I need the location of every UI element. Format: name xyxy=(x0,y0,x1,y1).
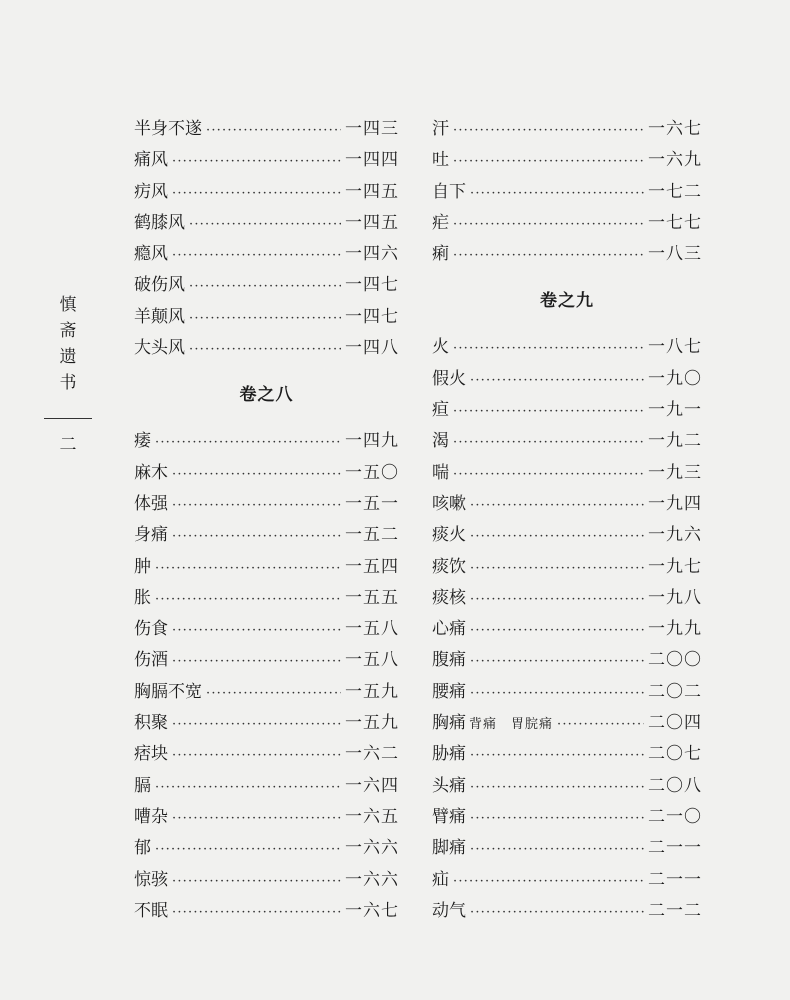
toc-entry xyxy=(432,239,702,270)
dot-leader xyxy=(470,781,644,794)
entry-page-number: 一五八 xyxy=(345,650,399,671)
toc-entry xyxy=(134,677,399,708)
entry-page-number: 二〇〇 xyxy=(648,650,702,671)
entry-title: 破伤风 xyxy=(134,275,185,296)
toc-entry xyxy=(134,489,399,520)
entry-title: 郁 xyxy=(134,838,151,859)
entry-page-number: 一九九 xyxy=(648,619,702,640)
entry-page-number: 二〇八 xyxy=(648,775,702,796)
entry-title: 火 xyxy=(432,337,449,358)
entry-subtopics: 背痛 胃脘痛 xyxy=(469,717,554,733)
toc-entry xyxy=(432,865,702,896)
toc-entry xyxy=(432,332,702,363)
toc-entry xyxy=(134,426,399,457)
entry-title: 假火 xyxy=(432,368,466,389)
entry-page-number: 一九六 xyxy=(648,525,702,546)
dot-leader xyxy=(470,562,644,575)
dot-leader xyxy=(557,718,644,731)
entry-page-number: 一六七 xyxy=(345,900,399,921)
entry-title: 痰饮 xyxy=(432,556,466,577)
entry-title: 疝 xyxy=(432,869,449,890)
dot-leader xyxy=(470,499,644,512)
entry-page-number: 一四七 xyxy=(345,306,399,327)
dot-leader xyxy=(155,781,341,794)
toc-entry xyxy=(432,177,702,208)
dot-leader xyxy=(470,624,644,637)
dot-leader xyxy=(470,687,644,700)
toc-list xyxy=(432,114,702,270)
entry-title: 肿 xyxy=(134,556,151,577)
toc-entry xyxy=(134,333,399,364)
dot-leader xyxy=(172,624,341,637)
entry-page-number: 二〇二 xyxy=(648,681,702,702)
dot-leader xyxy=(172,718,341,731)
dot-leader xyxy=(155,593,341,606)
entry-title: 半身不遂 xyxy=(134,119,202,139)
toc-entry xyxy=(432,708,702,739)
dot-leader xyxy=(172,155,341,168)
entry-page-number: 一四五 xyxy=(345,212,399,233)
entry-page-number: 一四四 xyxy=(345,150,399,171)
entry-page-number: 二一一 xyxy=(648,838,702,859)
toc-entry xyxy=(432,208,702,239)
dot-leader xyxy=(453,875,644,888)
entry-title: 喘 xyxy=(432,462,449,483)
toc-entry xyxy=(432,364,702,395)
entry-title: 疟 xyxy=(432,212,449,233)
entry-page-number: 一四三 xyxy=(345,119,399,139)
toc-entry xyxy=(134,896,399,927)
entry-page-number: 一九四 xyxy=(648,493,702,514)
entry-page-number: 一七七 xyxy=(648,212,702,233)
entry-title: 汗 xyxy=(432,119,449,139)
entry-page-number: 一五九 xyxy=(345,713,399,734)
toc-entry xyxy=(432,833,702,864)
entry-title: 惊骇 xyxy=(134,869,168,890)
entry-page-number: 一九八 xyxy=(648,587,702,608)
dot-leader xyxy=(172,749,341,762)
entry-title: 脚痛 xyxy=(432,838,466,859)
dot-leader xyxy=(453,405,644,418)
dot-leader xyxy=(470,812,644,825)
entry-page-number: 一九二 xyxy=(648,431,702,452)
entry-title: 胸膈不宽 xyxy=(134,681,202,702)
dot-leader xyxy=(172,499,341,512)
entry-title: 疸 xyxy=(432,400,449,421)
toc-entry xyxy=(134,270,399,301)
entry-title: 痞块 xyxy=(134,744,168,765)
toc-entry xyxy=(134,114,399,145)
dot-leader xyxy=(470,655,644,668)
toc-entry xyxy=(432,145,702,176)
dot-leader xyxy=(155,562,341,575)
entry-title: 动气 xyxy=(432,900,466,921)
toc-entry xyxy=(134,802,399,833)
entry-page-number: 一八三 xyxy=(648,244,702,265)
entry-page-number: 一八七 xyxy=(648,337,702,358)
entry-page-number: 一九一 xyxy=(648,400,702,421)
entry-title: 不眠 xyxy=(134,900,168,921)
dot-leader xyxy=(470,187,644,200)
dot-leader xyxy=(470,749,644,762)
entry-title: 痰火 xyxy=(432,525,466,546)
entry-title: 自下 xyxy=(432,181,466,202)
entry-page-number: 一五〇 xyxy=(345,462,399,483)
entry-page-number: 一五九 xyxy=(345,681,399,702)
entry-page-number: 一九七 xyxy=(648,556,702,577)
dot-leader xyxy=(172,906,341,919)
running-title-divider xyxy=(44,418,92,419)
dot-leader xyxy=(453,218,644,231)
toc-entry xyxy=(134,645,399,676)
toc-entry xyxy=(432,802,702,833)
page-number: 二 xyxy=(59,435,77,455)
running-title: 慎斋遗书 xyxy=(59,295,77,393)
entry-title: 臂痛 xyxy=(432,806,466,827)
toc-entry xyxy=(432,395,702,426)
toc-entry xyxy=(134,145,399,176)
toc-entry xyxy=(134,833,399,864)
toc-entry xyxy=(134,520,399,551)
toc-entry xyxy=(134,458,399,489)
toc-entry xyxy=(432,114,702,145)
dot-leader xyxy=(172,249,341,262)
dot-leader xyxy=(172,812,341,825)
entry-page-number: 一四七 xyxy=(345,275,399,296)
entry-page-number: 一六六 xyxy=(345,838,399,859)
entry-page-number: 一五八 xyxy=(345,619,399,640)
entry-page-number: 二一二 xyxy=(648,900,702,921)
entry-page-number: 一六六 xyxy=(345,869,399,890)
entry-page-number: 一六四 xyxy=(345,775,399,796)
entry-title: 伤酒 xyxy=(134,650,168,671)
entry-title: 胀 xyxy=(134,587,151,608)
entry-title: 鹤膝风 xyxy=(134,212,185,233)
dot-leader xyxy=(453,155,644,168)
dot-leader xyxy=(453,249,644,262)
entry-page-number: 一四五 xyxy=(345,181,399,202)
dot-leader xyxy=(189,218,341,231)
entry-page-number: 二〇四 xyxy=(648,713,702,734)
toc-entry xyxy=(432,771,702,802)
dot-leader xyxy=(172,875,341,888)
dot-leader xyxy=(155,436,341,449)
toc-entry xyxy=(134,239,399,270)
entry-title: 痰核 xyxy=(432,587,466,608)
entry-title: 痿 xyxy=(134,431,151,452)
entry-title: 胁痛 xyxy=(432,744,466,765)
dot-leader xyxy=(453,436,644,449)
entry-title: 膈 xyxy=(134,775,151,796)
toc-entry xyxy=(432,739,702,770)
entry-title: 瘾风 xyxy=(134,244,168,265)
dot-leader xyxy=(189,280,341,293)
entry-page-number: 一七二 xyxy=(648,181,702,202)
entry-title: 疠风 xyxy=(134,181,168,202)
toc-entry xyxy=(134,708,399,739)
entry-page-number: 二〇七 xyxy=(648,744,702,765)
toc-entry xyxy=(432,458,702,489)
entry-title: 痢 xyxy=(432,244,449,265)
entry-page-number: 一五四 xyxy=(345,556,399,577)
entry-page-number: 一四六 xyxy=(345,244,399,265)
entry-page-number: 二一〇 xyxy=(648,806,702,827)
volume-heading: 卷之九 xyxy=(540,291,594,312)
entry-title: 心痛 xyxy=(432,619,466,640)
toc-entry xyxy=(432,426,702,457)
dot-leader xyxy=(206,124,341,137)
toc-entry xyxy=(432,583,702,614)
dot-leader xyxy=(172,468,341,481)
entry-page-number: 一五二 xyxy=(345,525,399,546)
dot-leader xyxy=(206,687,341,700)
entry-title: 腰痛 xyxy=(432,681,466,702)
toc-list xyxy=(134,114,399,364)
dot-leader xyxy=(453,342,644,355)
toc-column-left xyxy=(134,114,399,927)
entry-title: 头痛 xyxy=(432,775,466,796)
toc-entry xyxy=(432,896,702,927)
toc-entry xyxy=(432,677,702,708)
entry-page-number: 一六五 xyxy=(345,806,399,827)
dot-leader xyxy=(470,530,644,543)
entry-title: 渴 xyxy=(432,431,449,452)
entry-title: 胸痛 xyxy=(432,713,466,734)
toc-list xyxy=(432,332,702,927)
entry-page-number: 一四九 xyxy=(345,431,399,452)
entry-title: 积聚 xyxy=(134,713,168,734)
dot-leader xyxy=(470,843,644,856)
dot-leader xyxy=(470,374,644,387)
entry-title: 体强 xyxy=(134,493,168,514)
toc-entry xyxy=(134,552,399,583)
toc-column-right xyxy=(432,114,702,927)
entry-title: 麻木 xyxy=(134,462,168,483)
entry-title: 嘈杂 xyxy=(134,806,168,827)
toc-list xyxy=(134,426,399,927)
volume-heading: 卷之八 xyxy=(239,385,294,406)
dot-leader xyxy=(453,124,644,137)
dot-leader xyxy=(470,906,644,919)
dot-leader xyxy=(189,312,341,325)
entry-page-number: 一五五 xyxy=(345,587,399,608)
entry-page-number: 一九〇 xyxy=(648,368,702,389)
toc-entry xyxy=(134,177,399,208)
entry-page-number: 一六九 xyxy=(648,150,702,171)
entry-title: 大头风 xyxy=(134,338,185,359)
toc-entry xyxy=(134,865,399,896)
entry-title: 羊颠风 xyxy=(134,306,185,327)
entry-page-number: 一四八 xyxy=(345,338,399,359)
toc-entry xyxy=(134,739,399,770)
entry-title: 身痛 xyxy=(134,525,168,546)
toc-entry xyxy=(432,645,702,676)
entry-page-number: 一六七 xyxy=(648,119,702,139)
dot-leader xyxy=(172,655,341,668)
dot-leader xyxy=(470,593,644,606)
entry-title: 咳嗽 xyxy=(432,493,466,514)
toc-entry xyxy=(432,614,702,645)
toc-entry xyxy=(432,489,702,520)
dot-leader xyxy=(172,187,341,200)
toc-entry xyxy=(432,520,702,551)
toc-entry xyxy=(134,771,399,802)
dot-leader xyxy=(172,530,341,543)
toc-entry xyxy=(134,302,399,333)
toc-entry xyxy=(432,552,702,583)
entry-title: 痛风 xyxy=(134,150,168,171)
dot-leader xyxy=(189,343,341,356)
entry-page-number: 一六二 xyxy=(345,744,399,765)
dot-leader xyxy=(453,468,644,481)
entry-page-number: 一五一 xyxy=(345,493,399,514)
toc-entry xyxy=(134,583,399,614)
entry-title: 腹痛 xyxy=(432,650,466,671)
dot-leader xyxy=(155,843,341,856)
entry-title: 吐 xyxy=(432,150,449,171)
entry-title: 伤食 xyxy=(134,619,168,640)
entry-page-number: 二一一 xyxy=(648,869,702,890)
toc-entry xyxy=(134,614,399,645)
entry-page-number: 一九三 xyxy=(648,462,702,483)
toc-entry xyxy=(134,208,399,239)
